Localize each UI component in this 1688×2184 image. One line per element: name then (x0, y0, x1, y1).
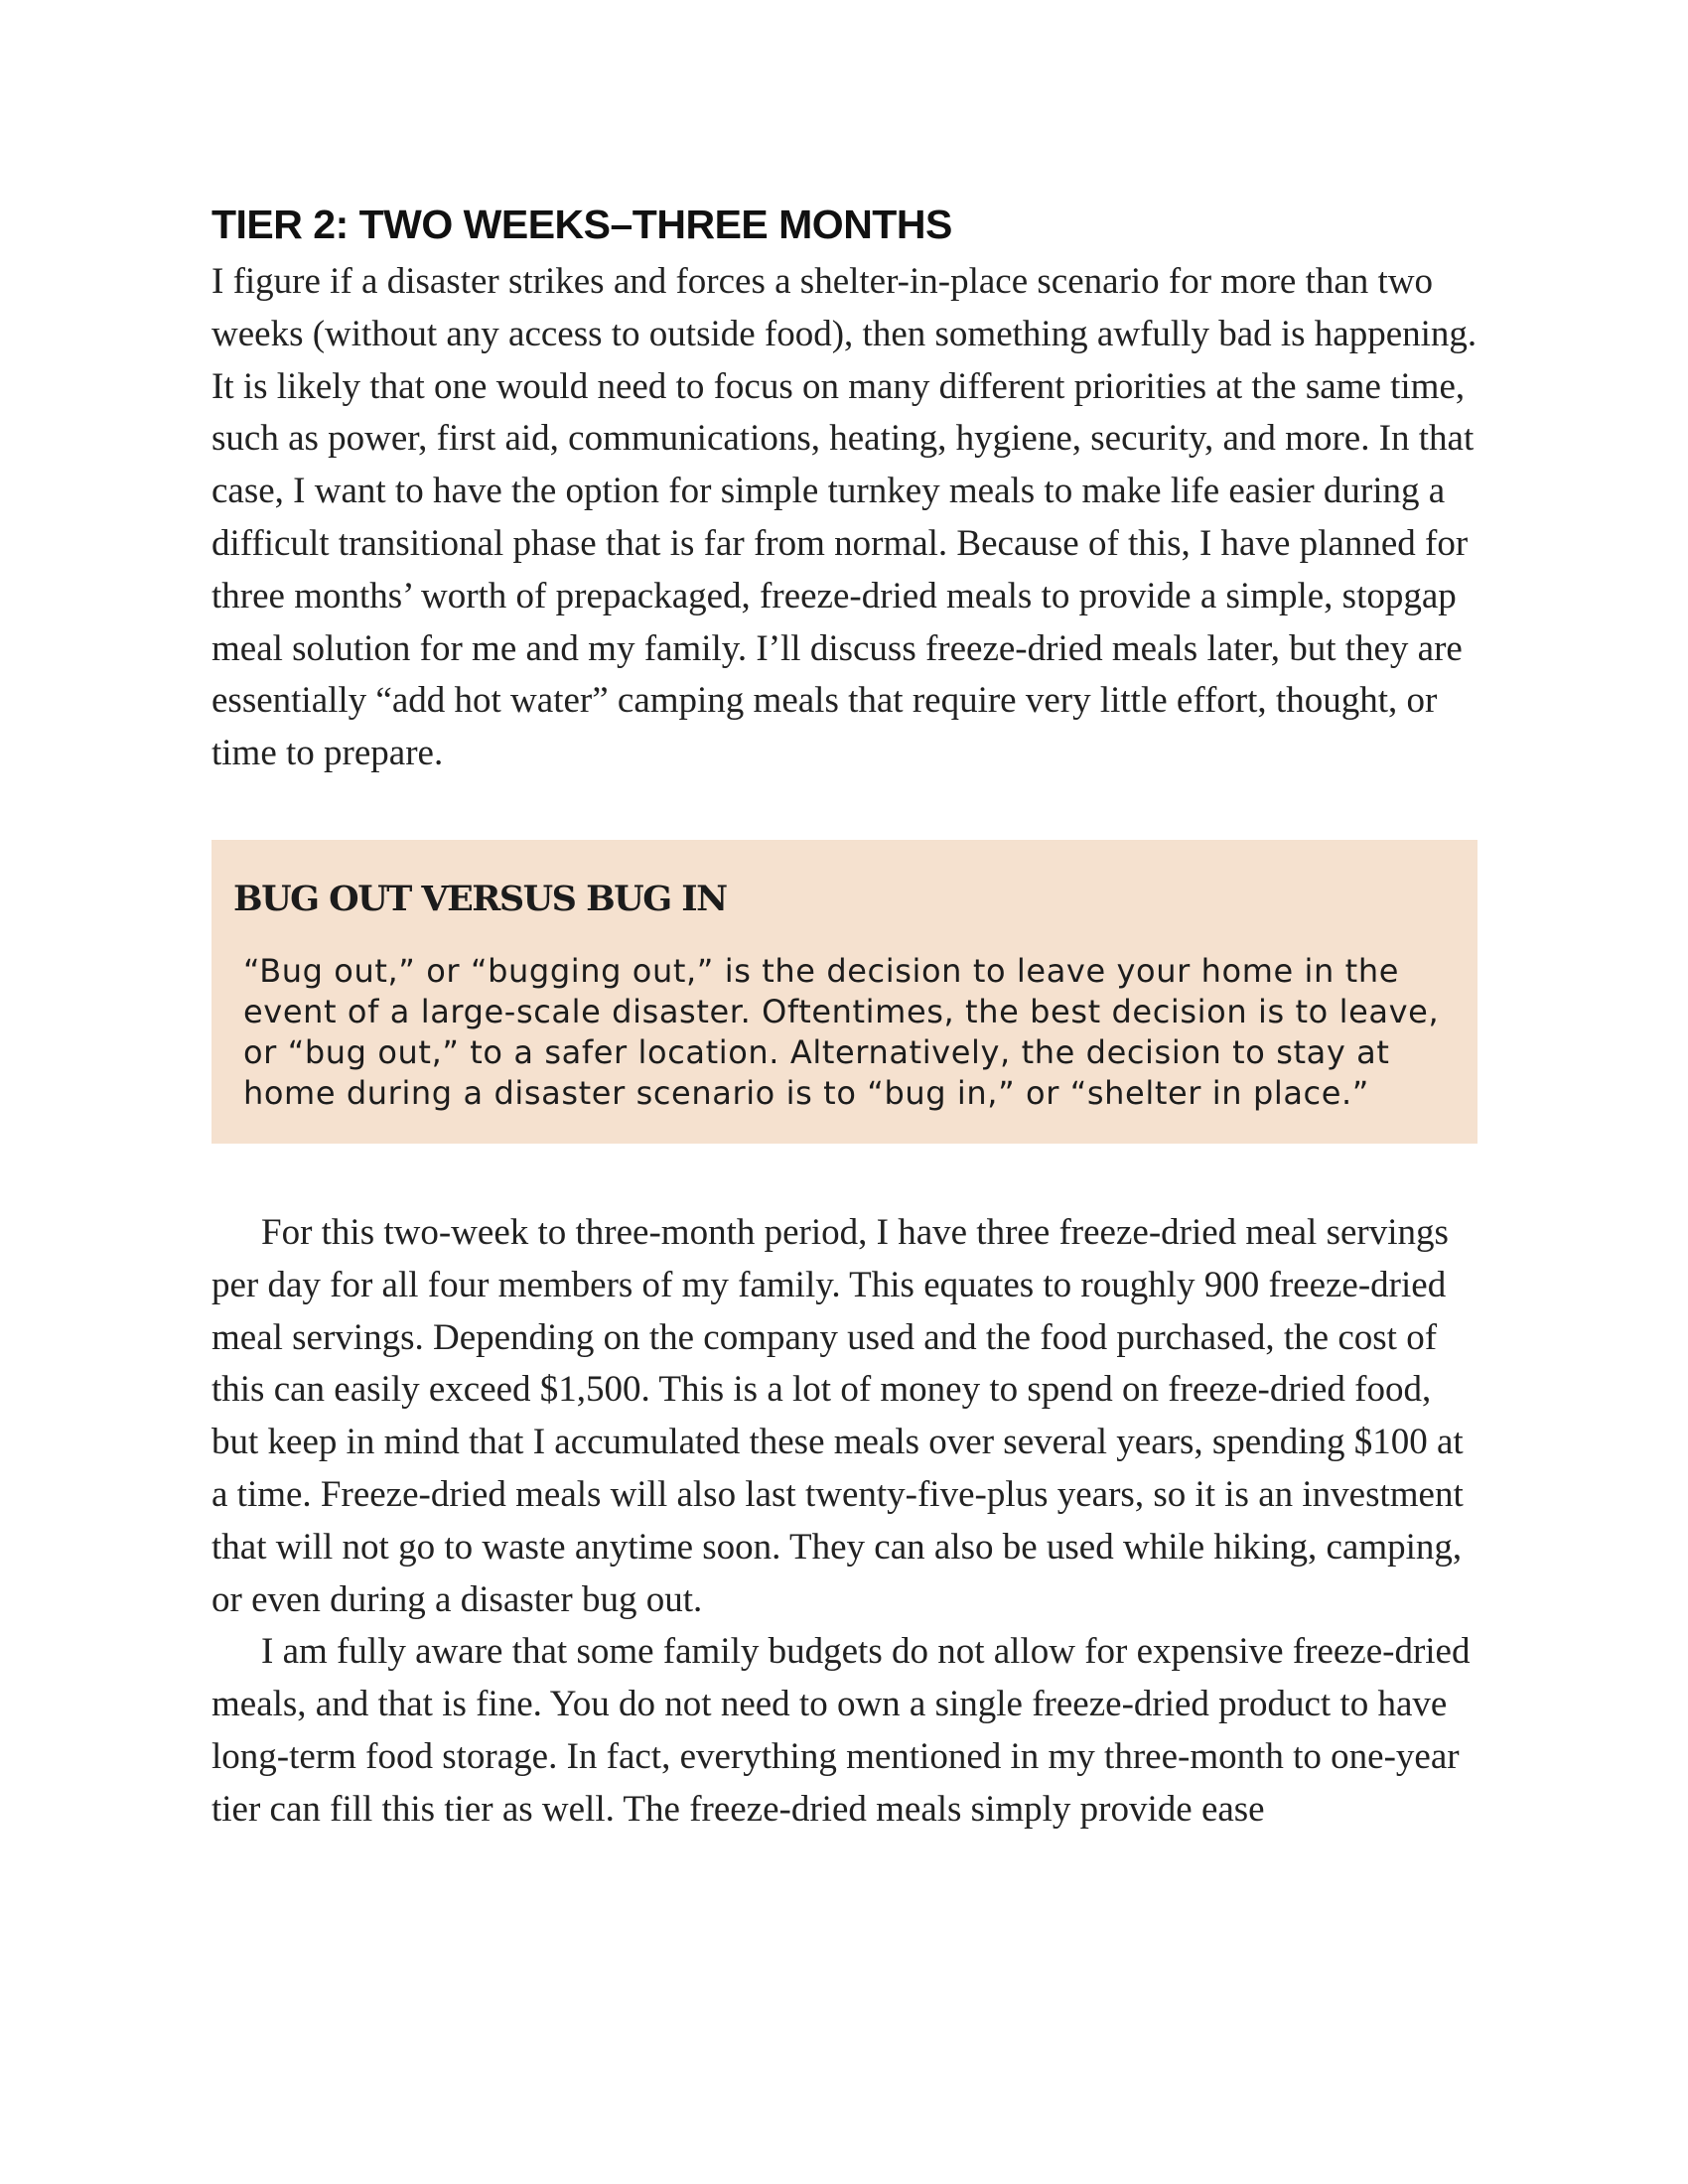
page-content (211, 199, 1477, 1837)
sidebar-text: “Bug out,” or “bugging out,” is the decision to leave your home in the event of a large-scale disaster. Oftentimes, the best decision is to leave, or “bug out,” to a safer location. Alternatively, the decision to stay at home during a disaster scenario is to “bug in,” or “shelter in place.” (243, 951, 1440, 1112)
body-paragraph-budgets: I am fully aware that some family budgets do not allow for expensive freeze-dried meals, and that is fine. You do not need to own a single freeze-dried product to have long-term food storage. In fact, everything mentioned in my three-month to one-year tier can fill this tier as well. The freeze-dried meals simply provide ease (211, 1631, 1471, 1830)
body-paragraph-servings: For this two-week to three-month period, I have three freeze-dried meal servings per day for all four members of my family. This equates to roughly 900 freeze-dried meal servings. Depending on the company used and the food purchased, the cost of this can easily exceed $1,500. This is a lot of money to spend on freeze-dried food, but keep in mind that I accumulated these meals over several years, spending $100 at a time. Freeze-dried meals will also last twenty-five-plus years, so it is an investment that will not go to waste anytime soon. They can also be used while hiking, camping, or even during a disaster bug out. (211, 1211, 1464, 1620)
body-paragraph-intro: I figure if a disaster strikes and forces a shelter-in-place scenario for more than two weeks (without any access to outside food), then something awfully bad is happening. It is likely that one would need to focus on many different priorities at the same time, such as power, first aid, communications, heating, hygiene, security, and more. In that case, I want to have the option for simple turnkey meals to make life easier during a difficult transitional phase that is far from normal. Because of this, I have planned for three months’ worth of prepackaged, freeze-dried meals to provide a simple, stopgap meal solution for me and my family. I’ll discuss freeze-dried meals later, but they are essentially “add hot water” camping meals that require very little effort, thought, or time to prepare. (211, 261, 1477, 774)
sidebar-box (211, 840, 1477, 1144)
section-heading: TIER 2: TWO WEEKS–THREE MONTHS (211, 202, 952, 247)
sidebar-title: BUG OUT VERSUS BUG IN (233, 878, 727, 919)
